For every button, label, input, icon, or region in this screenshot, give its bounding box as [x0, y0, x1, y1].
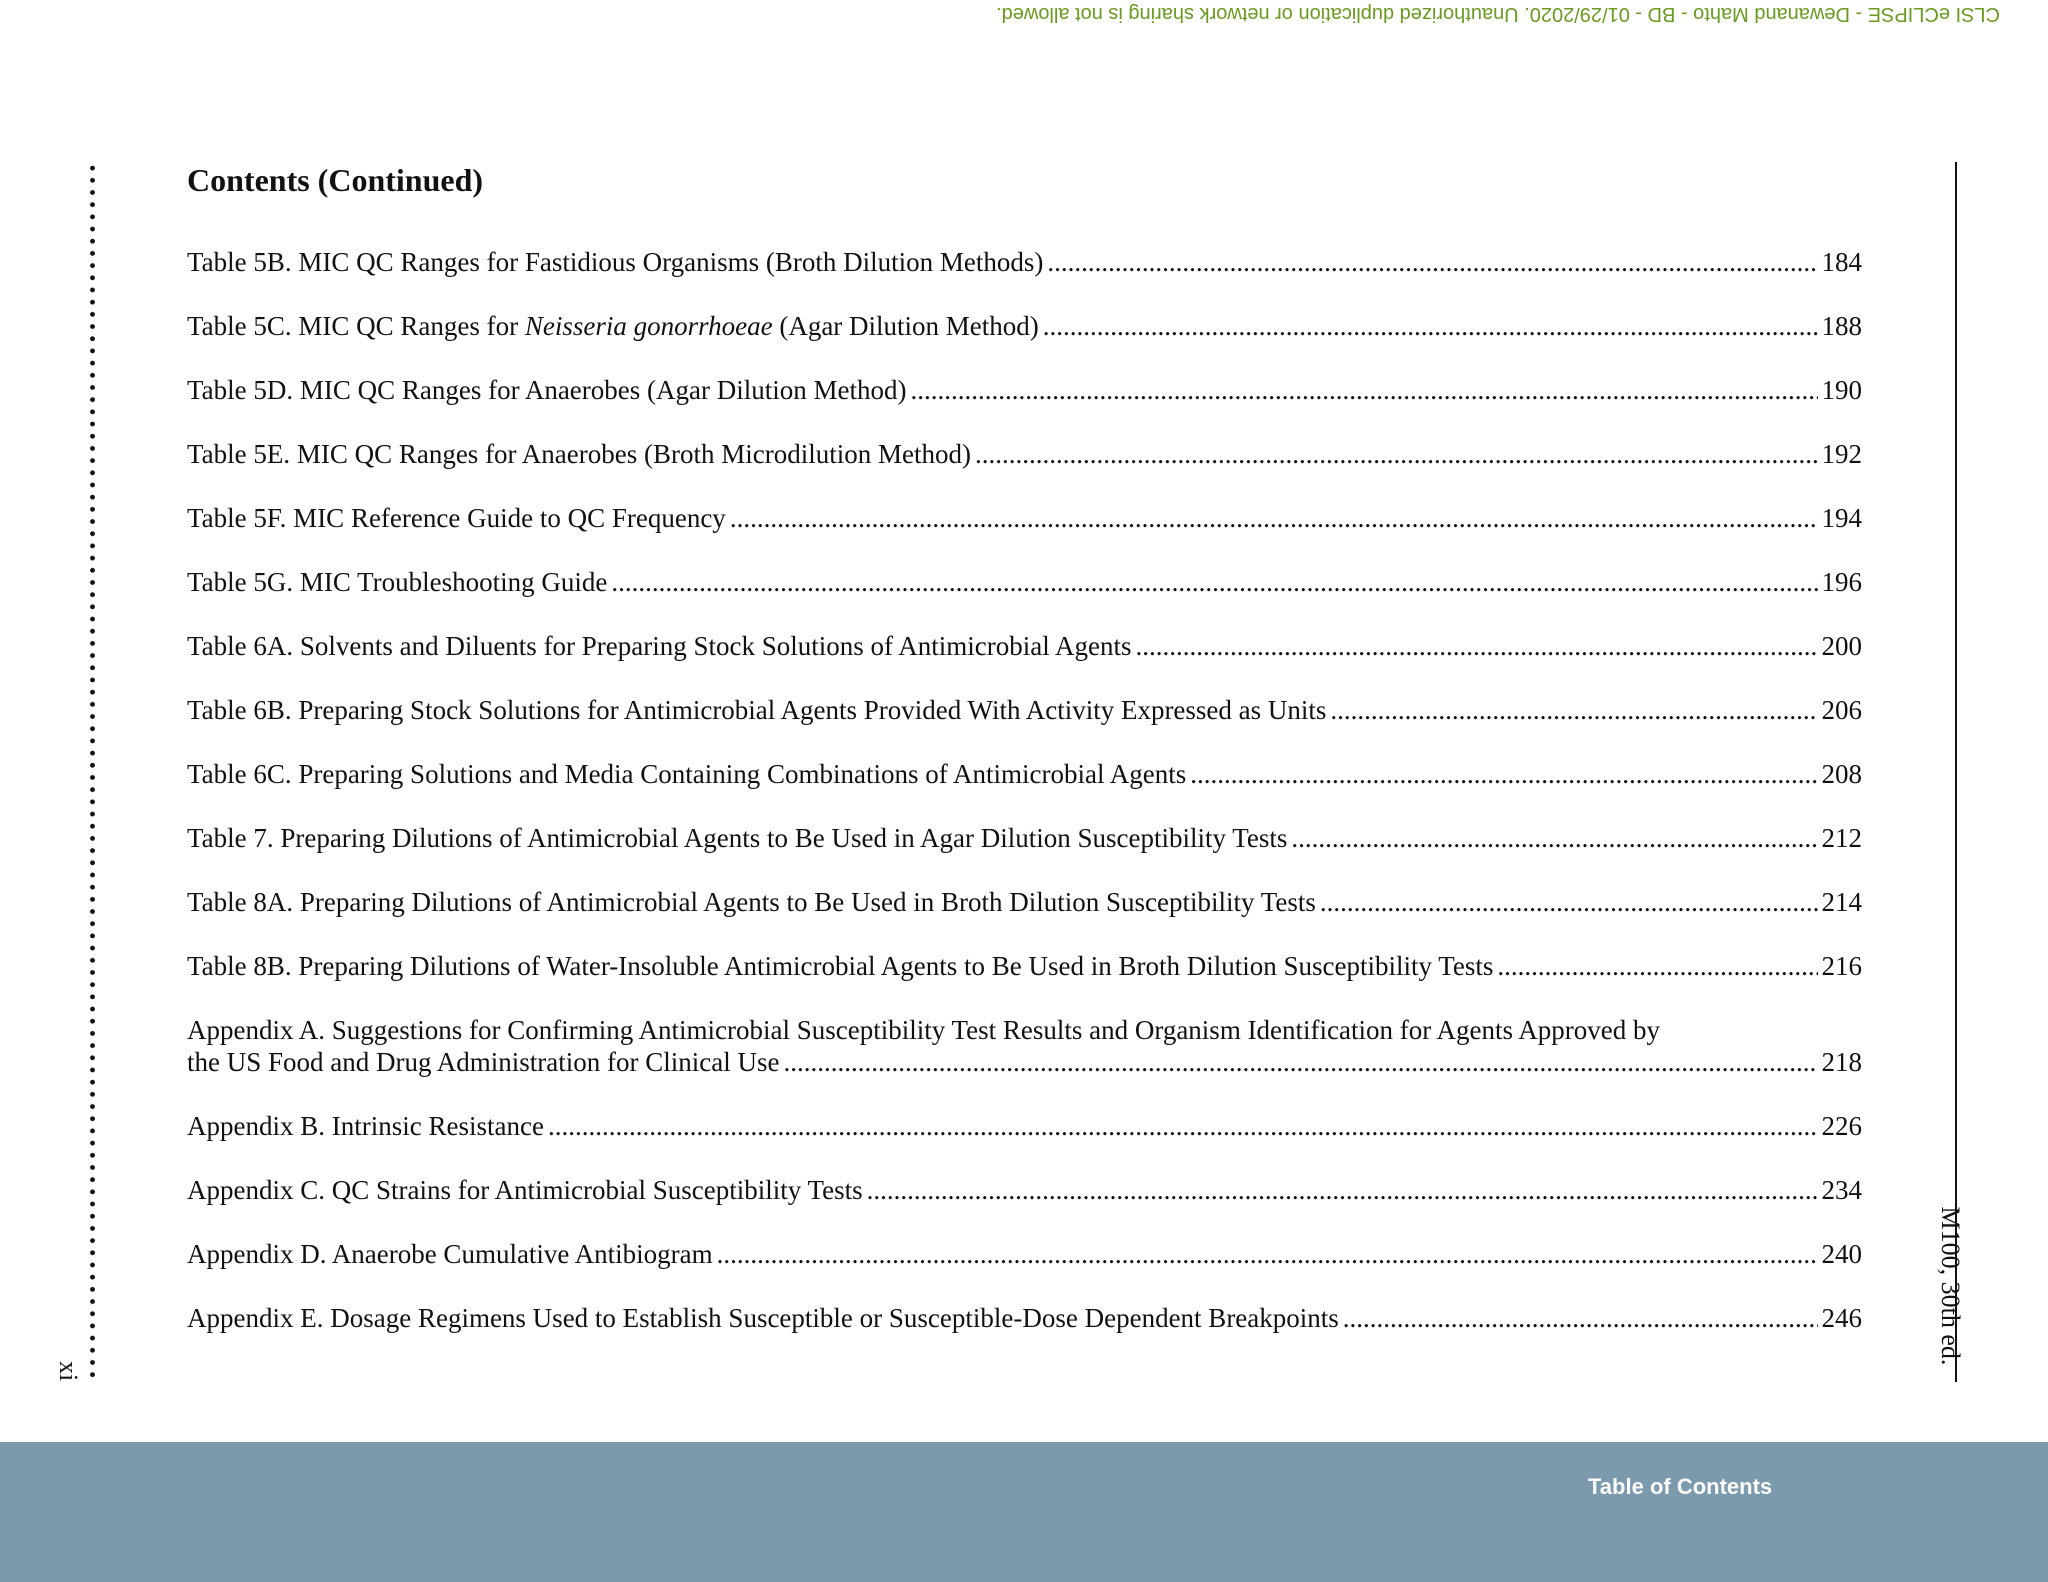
- toc-entry-text: [187, 246, 1043, 278]
- dot-leader: [975, 438, 1818, 470]
- toc-entry-title: Table 5D. MIC QC Ranges for Anaerobes (Agar Dilution Method): [187, 375, 907, 405]
- toc-entry-title-tail: (Agar Dilution Method): [772, 311, 1039, 341]
- toc-entry-title: Table 7. Preparing Dilutions of Antimicrobial Agents to Be Used in Agar Dilution Susceptibility Tests: [187, 823, 1288, 853]
- toc-entry-text: [187, 758, 1186, 790]
- toc-entry-title: Appendix B. Intrinsic Resistance: [187, 1111, 544, 1141]
- toc-entry-page: 240: [1821, 1239, 1862, 1269]
- toc-entry-page: 246: [1821, 1303, 1862, 1333]
- toc-entry-page: 226: [1821, 1111, 1862, 1141]
- dot-leader: [611, 566, 1817, 598]
- toc-entry[interactable]: [187, 566, 1862, 598]
- toc-entry-appendix-a[interactable]: [187, 1014, 1862, 1078]
- dot-leader: [783, 1046, 1817, 1078]
- dot-leader: [1047, 246, 1817, 278]
- toc-entry[interactable]: [187, 950, 1862, 982]
- toc-entry-page: 194: [1821, 503, 1862, 533]
- toc-entry[interactable]: [187, 502, 1862, 534]
- toc-entry-text: [187, 1302, 1339, 1334]
- toc-entry[interactable]: [187, 694, 1862, 726]
- toc-entry-text: [187, 1238, 713, 1270]
- footer-bar: [0, 1442, 2048, 1582]
- toc-entry-page: 212: [1821, 823, 1862, 853]
- dot-leader: [867, 1174, 1818, 1206]
- dot-leader: [548, 1110, 1818, 1142]
- toc-entry-title: Table 5B. MIC QC Ranges for Fastidious Organisms (Broth Dilution Methods): [187, 247, 1044, 277]
- toc-entry-italic: Neisseria gonorrhoeae: [524, 311, 773, 341]
- toc-entry-text: [187, 374, 906, 406]
- toc-entry-text: [187, 630, 1132, 662]
- dot-leader: [1320, 886, 1818, 918]
- page-number: xi: [54, 1361, 83, 1382]
- toc-entry-page: 188: [1821, 311, 1862, 341]
- page-title: Contents (Continued): [187, 162, 484, 198]
- toc-entry-text: [187, 438, 971, 470]
- table-of-contents-link[interactable]: Table of Contents: [1588, 1474, 1773, 1499]
- toc-entry[interactable]: [187, 886, 1862, 918]
- toc-entry-page: 206: [1821, 695, 1862, 725]
- toc-entry-page: 214: [1821, 887, 1862, 917]
- toc-entry-text: [187, 1174, 863, 1206]
- left-dotted-rule: [89, 162, 96, 1382]
- dot-leader: [910, 374, 1817, 406]
- toc-entry-page: 234: [1821, 1175, 1862, 1205]
- toc-entry[interactable]: [187, 1110, 1862, 1142]
- toc-entry[interactable]: [187, 1302, 1862, 1334]
- toc-entry-title: Appendix C. QC Strains for Antimicrobial Susceptibility Tests: [187, 1175, 863, 1205]
- toc-entry-page: 208: [1821, 759, 1862, 789]
- toc-entry-title: Appendix E. Dosage Regimens Used to Establish Susceptible or Susceptible-Dose Dependent Breakpoints: [187, 1303, 1339, 1333]
- toc-entry[interactable]: [187, 758, 1862, 790]
- toc-entry-page: 196: [1821, 567, 1862, 597]
- toc-entry-title: Table 6C. Preparing Solutions and Media Containing Combinations of Antimicrobial Agents: [187, 759, 1187, 789]
- toc-entry-title: Table 5F. MIC Reference Guide to QC Frequency: [187, 503, 726, 533]
- toc-entry-title: Table 6A. Solvents and Diluents for Preparing Stock Solutions of Antimicrobial Agents: [187, 631, 1132, 661]
- toc-entry-text: [187, 886, 1316, 918]
- toc-entry-text: [187, 694, 1326, 726]
- dot-leader: [1190, 758, 1817, 790]
- toc-entry-page: 192: [1821, 439, 1862, 469]
- toc-entry-page: 200: [1821, 631, 1862, 661]
- toc-entry-title: Table 6B. Preparing Stock Solutions for Antimicrobial Agents Provided With Activity Expressed as Units: [187, 695, 1327, 725]
- toc-entry[interactable]: [187, 822, 1862, 854]
- toc-entry-title: Table 5C. MIC QC Ranges for: [187, 311, 525, 341]
- toc-entry-text: [187, 310, 1039, 342]
- toc-entry-text-line2: the US Food and Drug Administration for Clinical Use: [187, 1047, 780, 1077]
- toc-entry[interactable]: [187, 438, 1862, 470]
- toc-entry-page: 190: [1821, 375, 1862, 405]
- toc-entry-page: 184: [1821, 247, 1862, 277]
- toc-entry-text: [187, 1110, 544, 1142]
- toc-entry[interactable]: [187, 374, 1862, 406]
- dot-leader: [1136, 630, 1818, 662]
- toc-entry-page: 218: [1821, 1047, 1862, 1077]
- dot-leader: [730, 502, 1818, 534]
- dot-leader: [1330, 694, 1817, 726]
- dot-leader: [1343, 1302, 1818, 1334]
- toc-entry[interactable]: [187, 1174, 1862, 1206]
- toc-entry-text: [187, 950, 1493, 982]
- toc-entry-text: [187, 566, 607, 598]
- toc-entry-title: Table 8B. Preparing Dilutions of Water-Insoluble Antimicrobial Agents to Be Used in Broth Dilution Susceptibility Tests: [187, 951, 1494, 981]
- toc-entry-page: 216: [1821, 951, 1862, 981]
- toc-entry-text: [187, 822, 1287, 854]
- toc-entry[interactable]: [187, 310, 1862, 342]
- toc-entry-title: Appendix D. Anaerobe Cumulative Antibiogram: [187, 1239, 713, 1269]
- dot-leader: [717, 1238, 1818, 1270]
- toc-entry-title: Table 5G. MIC Troubleshooting Guide: [187, 567, 608, 597]
- toc-entry-text: [187, 502, 726, 534]
- toc-entry-title: Table 8A. Preparing Dilutions of Antimicrobial Agents to Be Used in Broth Dilution Susceptibility Tests: [187, 887, 1316, 917]
- dot-leader: [1043, 310, 1818, 342]
- toc-entry[interactable]: [187, 246, 1862, 278]
- table-of-contents: [187, 246, 1862, 1366]
- toc-entry-title: Table 5E. MIC QC Ranges for Anaerobes (Broth Microdilution Method): [187, 439, 971, 469]
- dot-leader: [1291, 822, 1817, 854]
- edition-label: M100, 30th ed.: [1936, 1206, 1965, 1366]
- toc-entry[interactable]: [187, 630, 1862, 662]
- license-watermark: CLSI eCLIPSE - Dewanand Mahto - BD - 01/29/2020. Unauthorized duplication or network sharing is not allowed.: [996, 3, 2000, 25]
- toc-entry-text-line1: Appendix A. Suggestions for Confirming Antimicrobial Susceptibility Test Results and Organism Identification for Agents Approved by: [187, 1015, 1660, 1045]
- dot-leader: [1497, 950, 1817, 982]
- toc-entry[interactable]: [187, 1238, 1862, 1270]
